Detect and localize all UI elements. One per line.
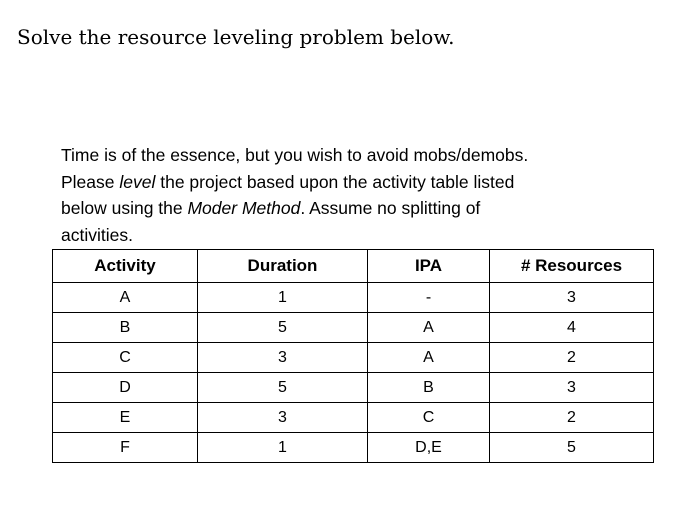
description-line-3 xyxy=(61,195,621,222)
page-heading: Solve the resource leveling problem below. xyxy=(17,25,455,49)
line-2-text-start: Please xyxy=(61,171,120,192)
cell-activity: F xyxy=(53,433,198,463)
table-row xyxy=(53,343,654,373)
cell-ipa: D,E xyxy=(368,433,490,463)
table-row xyxy=(53,373,654,403)
line-3-text-end: . Assume no splitting of xyxy=(300,198,481,218)
cell-resources: 3 xyxy=(490,373,654,403)
cell-resources: 3 xyxy=(490,283,654,313)
cell-resources: 2 xyxy=(490,343,654,373)
cell-ipa: - xyxy=(368,283,490,313)
description-line-2 xyxy=(61,169,621,196)
cell-activity: A xyxy=(53,283,198,313)
cell-ipa: A xyxy=(368,313,490,343)
cell-ipa: A xyxy=(368,343,490,373)
table-row xyxy=(53,283,654,313)
cell-duration: 1 xyxy=(198,433,368,463)
table-row xyxy=(53,433,654,463)
cell-resources: 2 xyxy=(490,403,654,433)
cell-resources: 4 xyxy=(490,313,654,343)
table-row xyxy=(53,313,654,343)
table-row xyxy=(53,403,654,433)
cell-duration: 5 xyxy=(198,373,368,403)
line-2-text-end: the project based upon the activity table listed xyxy=(155,171,515,192)
problem-description xyxy=(61,142,621,248)
activity-table xyxy=(52,249,654,463)
cell-activity: D xyxy=(53,373,198,403)
emphasis-moder-method: Moder Method xyxy=(187,198,301,218)
header-resources: # Resources xyxy=(490,250,654,283)
cell-activity: C xyxy=(53,343,198,373)
description-line-1: Time is of the essence, but you wish to avoid mobs/demobs. xyxy=(61,145,529,165)
cell-duration: 3 xyxy=(198,343,368,373)
header-duration: Duration xyxy=(198,250,368,283)
cell-duration: 1 xyxy=(198,283,368,313)
line-3-text-start: below using the xyxy=(61,198,188,218)
cell-resources: 5 xyxy=(490,433,654,463)
table-header-row xyxy=(53,250,654,283)
header-activity: Activity xyxy=(53,250,198,283)
description-line-4: activities. xyxy=(61,224,133,245)
cell-activity: B xyxy=(53,313,198,343)
cell-duration: 3 xyxy=(198,403,368,433)
cell-ipa: B xyxy=(368,373,490,403)
emphasis-level: level xyxy=(119,171,156,192)
cell-activity: E xyxy=(53,403,198,433)
cell-duration: 5 xyxy=(198,313,368,343)
header-ipa: IPA xyxy=(368,250,490,283)
cell-ipa: C xyxy=(368,403,490,433)
